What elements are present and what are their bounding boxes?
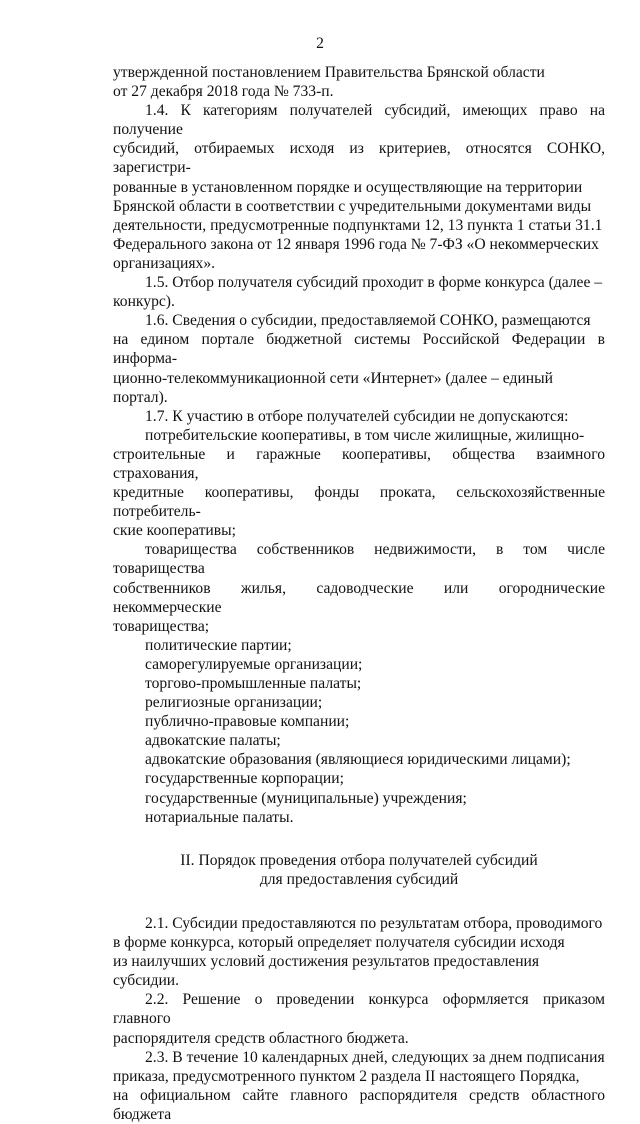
paragraph-line: кредитные кооперативы, фонды проката, сельскохозяйственные потребитель-	[113, 484, 605, 521]
list-item: государственные (муниципальные) учреждения;	[145, 789, 467, 807]
paragraph-line: 1.5. Отбор получателя субсидий проходит в форме конкурса (далее –	[145, 274, 603, 292]
paragraph-line: Федерального закона от 12 января 1996 года № 7-ФЗ «О некоммерческих	[113, 235, 599, 253]
document-body	[113, 63, 605, 1124]
paragraph-line: субсидий, отбираемых исходя из критериев, относятся СОНКО, зарегистри-	[113, 140, 605, 177]
paragraph-line: товарищества;	[113, 617, 210, 635]
exclusion-list	[113, 636, 605, 827]
paragraphs-top	[113, 63, 605, 636]
paragraph-line: ские кооперативы;	[113, 522, 236, 540]
list-item: политические партии;	[145, 636, 292, 654]
list-item: адвокатские палаты;	[145, 732, 281, 750]
section-heading	[113, 851, 605, 889]
paragraph-line: рованные в установленном порядке и осуществляющие на территории	[113, 178, 583, 196]
paragraph-line: на официальном сайте главного распорядителя средств областного бюджета	[113, 1086, 605, 1123]
paragraph-line: приказа, предусмотренного пунктом 2 раздела II настоящего Порядка,	[113, 1067, 580, 1085]
section-heading-line-2: для предоставления субсидий	[259, 870, 459, 888]
paragraph-line: 1.7. К участию в отборе получателей субсидии не допускаются:	[145, 407, 569, 425]
paragraph-line: из наилучших условий достижения результатов предоставления субсидии.	[113, 953, 540, 990]
paragraph-line: на едином портале бюджетной системы Российской Федерации в информа-	[113, 331, 605, 368]
paragraph-line: распорядителя средств областного бюджета.	[113, 1029, 409, 1047]
list-item: нотариальные палаты.	[145, 808, 294, 826]
paragraph-line: от 27 декабря 2018 года № 733-п.	[113, 83, 334, 101]
page-number: 2	[316, 35, 324, 52]
paragraph-line: потребительские кооперативы, в том числе жилищные, жилищно-	[145, 426, 585, 444]
paragraph-line: ционно-телекоммуникационной сети «Интернет» (далее – единый портал).	[113, 369, 553, 406]
paragraph-line: Брянской области в соответствии с учредительными документами виды	[113, 197, 592, 215]
paragraph-line: собственников жилья, садоводческие или огороднические некоммерческие	[113, 579, 605, 616]
paragraph-line: конкурс).	[113, 293, 175, 311]
list-item: саморегулируемые организации;	[145, 655, 363, 673]
paragraph-line: 2.3. В течение 10 календарных дней, следующих за днем подписания	[145, 1048, 605, 1066]
list-item: государственные корпорации;	[145, 770, 344, 788]
paragraph-line: 1.6. Сведения о субсидии, предоставляемой СОНКО, размещаются	[145, 312, 591, 330]
paragraph-line: деятельности, предусмотренные подпунктами 12, 13 пункта 1 статьи 31.1	[113, 216, 603, 234]
paragraph-line: 2.1. Субсидии предоставляются по результатам отбора, проводимого	[145, 914, 603, 932]
paragraphs-bottom	[113, 914, 605, 1124]
list-item: адвокатские образования (являющиеся юридическими лицами);	[145, 751, 571, 769]
paragraph-line: утвержденной постановлением Правительства Брянской области	[113, 64, 545, 81]
paragraph-line: 1.4. К категориям получателей субсидий, имеющих право на получение	[113, 102, 605, 139]
paragraph-line: товарищества собственников недвижимости, в том числе товарищества	[113, 541, 605, 578]
paragraph-line: организациях».	[113, 254, 216, 272]
paragraph-line: строительные и гаражные кооперативы, общества взаимного страхования,	[113, 445, 605, 482]
paragraph-line: в форме конкурса, который определяет получателя субсидии исходя	[113, 934, 565, 952]
list-item: религиозные организации;	[145, 694, 323, 712]
list-item: публично-правовые компании;	[145, 713, 350, 731]
paragraph-line: 2.2. Решение о проведении конкурса оформляется приказом главного	[113, 991, 605, 1028]
section-heading-line-1: II. Порядок проведения отбора получателей субсидий	[180, 851, 538, 869]
list-item: торгово-промышленные палаты;	[145, 675, 362, 692]
